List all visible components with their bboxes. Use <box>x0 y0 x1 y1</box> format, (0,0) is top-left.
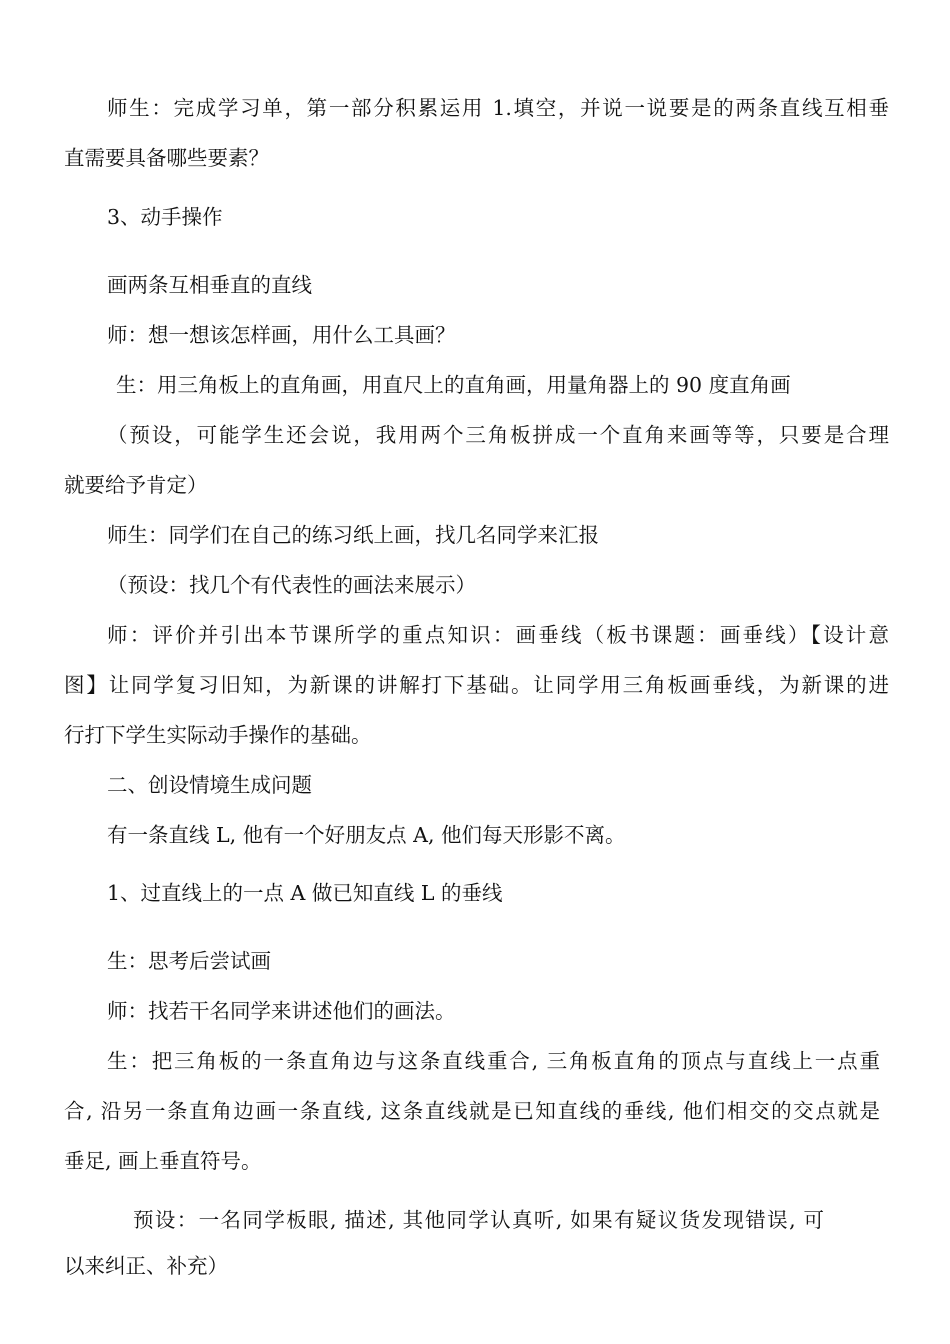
paragraph-line: 以来纠正、补充） <box>64 1254 228 1278</box>
paragraph-line: （预设，可能学生还会说，我用两个三角板拼成一个直角来画等等，只要是合理 <box>107 423 889 447</box>
paragraph-line: 画两条互相垂直的直线 <box>107 273 312 297</box>
paragraph-line: 垂足, 画上垂直符号。 <box>64 1149 262 1173</box>
paragraph-line: 师生：完成学习单，第一部分积累运用 1.填空，并说一说要是的两条直线互相垂 <box>107 96 889 120</box>
paragraph-line: 有一条直线 L, 他有一个好朋友点 A, 他们每天形影不离。 <box>107 823 626 847</box>
paragraph-line: 行打下学生实际动手操作的基础。 <box>64 723 372 747</box>
paragraph-line: 师：想一想该怎样画，用什么工具画？ <box>107 323 456 347</box>
paragraph-line: 预设：一名同学板眼, 描述, 其他同学认真听, 如果有疑议货发现错误, 可 <box>133 1208 824 1232</box>
paragraph-line: 生：用三角板上的直角画，用直尺上的直角画，用量角器上的 90 度直角画 <box>116 373 791 397</box>
paragraph-line: 生：思考后尝试画 <box>107 949 271 973</box>
paragraph-line: 图】让同学复习旧知，为新课的讲解打下基础。让同学用三角板画垂线，为新课的进 <box>64 673 889 697</box>
section-heading: 1、过直线上的一点 A 做已知直线 L 的垂线 <box>107 881 503 905</box>
paragraph-line: 师生：同学们在自己的练习纸上画，找几名同学来汇报 <box>107 523 599 547</box>
paragraph-line: 生：把三角板的一条直角边与这条直线重合, 三角板直角的顶点与直线上一点重 <box>107 1049 880 1073</box>
paragraph-line: 就要给予肯定） <box>64 473 208 497</box>
paragraph-line: 合, 沿另一条直角边画一条直线, 这条直线就是已知直线的垂线, 他们相交的交点就是 <box>64 1099 880 1123</box>
paragraph-line: （预设：找几个有代表性的画法来展示） <box>107 573 476 597</box>
section-heading: 二、创设情境生成问题 <box>107 773 312 797</box>
section-heading: 3、动手操作 <box>107 205 223 229</box>
paragraph-line: 师：找若干名同学来讲述他们的画法。 <box>107 999 456 1023</box>
paragraph-line: 直需要具备哪些要素？ <box>64 146 269 170</box>
paragraph-line: 师：评价并引出本节课所学的重点知识：画垂线（板书课题：画垂线）【设计意 <box>107 623 889 647</box>
